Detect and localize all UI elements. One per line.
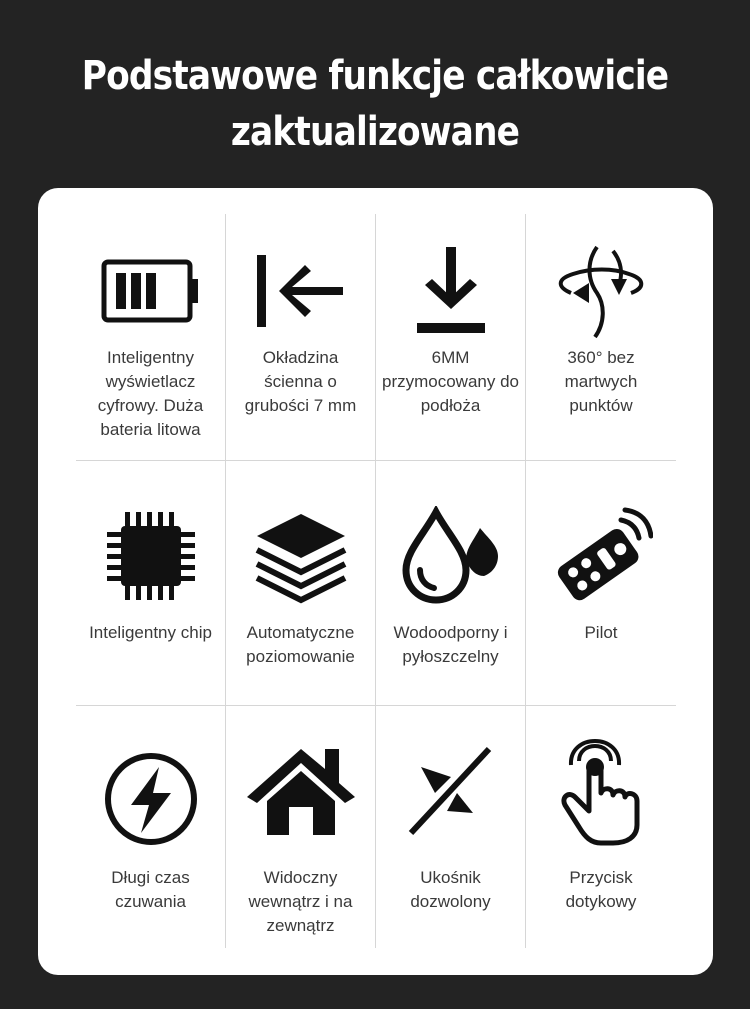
feature-cell-display-battery [76,214,226,461]
feature-label: Długi czas czuwania [111,868,190,911]
feature-label: Automatyczne poziomowanie [246,623,355,666]
feature-label: Inteligentny wyświetlacz cyfrowy. Duża bateria litowa [97,348,204,439]
download-to-floor-icon [376,236,525,346]
feature-label: Widoczny wewnątrz i na zewnątrz [248,868,353,935]
feature-label: Wodoodporny i pyłoszczelny [393,623,508,666]
feature-label: 360° bez martwych punktów [564,348,638,415]
layers-icon [226,501,375,611]
feature-label: 6MM przymocowany do podłoża [382,348,520,415]
touch-finger-icon [526,734,676,844]
lightning-circle-icon [76,744,225,854]
feature-cell-standby [76,706,226,948]
feature-cell-touch [526,706,676,948]
features-grid [76,214,676,948]
page-title [53,48,698,160]
chip-icon [76,501,225,611]
feature-cell-remote [526,461,676,706]
house-icon [226,736,375,846]
arrow-left-to-wall-icon [226,236,375,346]
feature-label: Inteligentny chip [89,623,212,642]
title-line-1: Podstawowe funkcje całkowicie [81,53,669,99]
feature-cell-floor-mount [376,214,526,461]
battery-icon [76,236,225,346]
slope-icon [376,736,525,846]
remote-control-icon [526,501,676,611]
title-line-2: zaktualizowane [230,109,520,155]
features-card [38,188,713,975]
feature-cell-chip [76,461,226,706]
feature-cell-wall-cladding [226,214,376,461]
feature-label: Ukośnik dozwolony [410,868,491,911]
feature-label: Przycisk dotykowy [565,868,637,911]
rotate-360-icon [526,236,676,346]
feature-cell-slope [376,706,526,948]
feature-label: Okładzina ścienna o grubości 7 mm [244,348,357,415]
water-drop-icon [376,501,525,611]
feature-cell-waterproof [376,461,526,706]
feature-cell-auto-level [226,461,376,706]
feature-label: Pilot [584,623,618,642]
feature-cell-360 [526,214,676,461]
feature-cell-indoor-outdoor [226,706,376,948]
